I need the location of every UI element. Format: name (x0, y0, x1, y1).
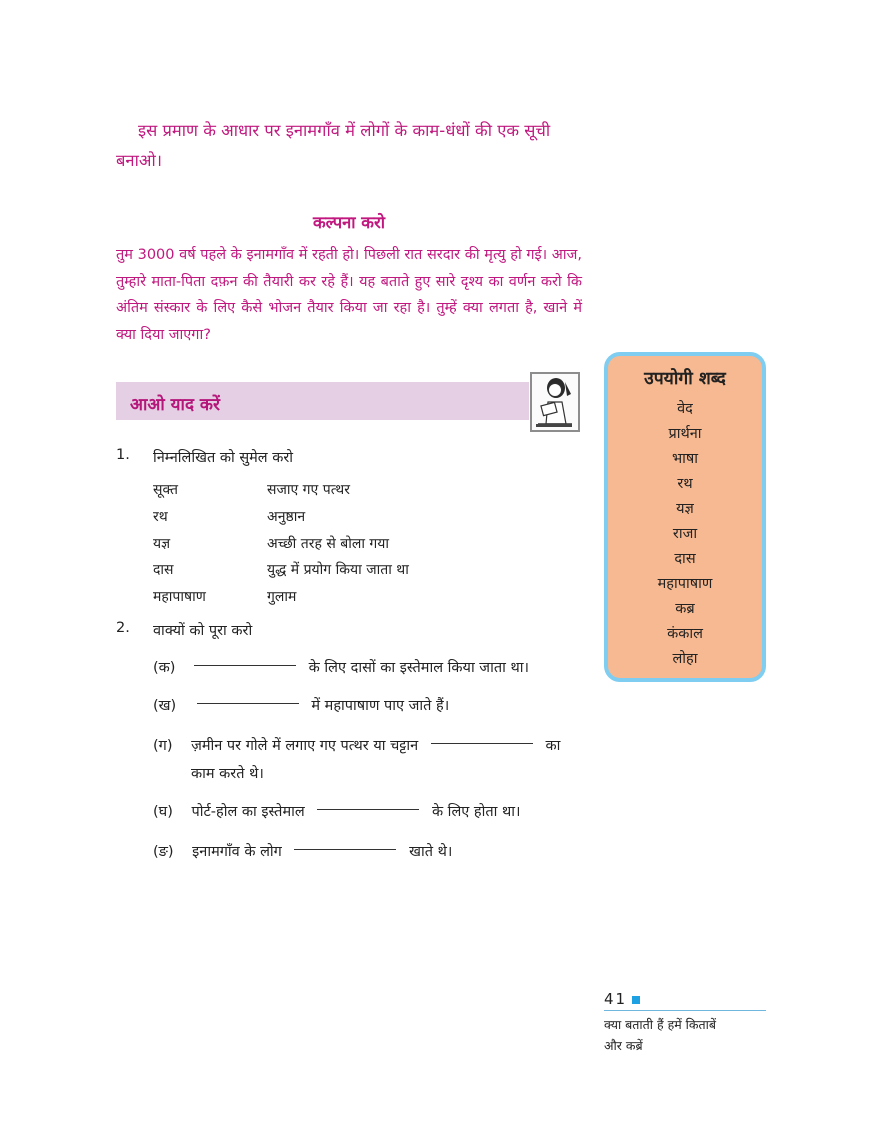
girl-reading-icon (530, 372, 580, 432)
page-marker-square (632, 996, 640, 1004)
footer-line-1: क्या बताती हैं हमें किताबें (604, 1017, 717, 1032)
useful-word: कंकाल (667, 626, 703, 642)
fill-after: के लिए होता था। (431, 804, 521, 820)
answer-blank[interactable] (431, 742, 533, 744)
fill-label: (ग) (153, 738, 173, 754)
imagine-title: कल्पना करो (313, 213, 385, 232)
fill-item-ka (153, 654, 529, 682)
useful-word: दास (674, 551, 696, 567)
imagine-body: तुम 3000 वर्ष पहले के इनामगाँव में रहती हो। पिछली रात सरदार की मृत्यु हो गई। आज, तुम्हारे माता-पिता दफ़न की तैयारी कर रहे हैं। यह बताते हुए सारे दृश्य का वर्णन करो कि अंतिम संस्कार के लिए कैसे भोजन तैयार किया जा रहा है। तुम्हें क्या लगता है, खाने में क्या दिया जाएगा? (116, 247, 582, 343)
useful-word: महापाषाण (657, 576, 713, 592)
match-left-item: यज्ञ (153, 536, 171, 552)
intro-paragraph: इस प्रमाण के आधार पर इनामगाँव में लोगों के काम-धंधों की एक सूची बनाओ। (116, 121, 551, 170)
q2-text: वाक्यों को पूरा करो (153, 623, 253, 639)
match-left-item: दास (153, 562, 174, 578)
page-number: 41 (604, 990, 628, 1008)
match-right-item: युद्ध में प्रयोग किया जाता था (267, 562, 409, 578)
match-right-item: सजाए गए पत्थर (267, 482, 350, 498)
section-title: आओ याद करें (130, 395, 220, 415)
fill-before: ज़मीन पर गोले में लगाए गए पत्थर या चट्टान (191, 738, 419, 754)
match-right-item: अच्छी तरह से बोला गया (267, 536, 390, 552)
answer-blank[interactable] (317, 808, 419, 810)
match-left-item: सूक्त (153, 482, 178, 498)
fill-item-ga (153, 732, 560, 760)
q2-number: 2. (116, 620, 130, 636)
q1-number: 1. (116, 447, 130, 463)
q1-text: निम्नलिखित को सुमेल करो (153, 450, 294, 466)
fill-after: में महापाषाण पाए जाते हैं। (311, 698, 450, 714)
useful-word: यज्ञ (676, 501, 694, 517)
answer-blank[interactable] (197, 702, 299, 704)
match-right-item: अनुष्ठान (267, 509, 306, 525)
match-left-item: रथ (153, 509, 168, 525)
fill-after: के लिए दासों का इस्तेमाल किया जाता था। (308, 660, 529, 676)
fill-item-kha (153, 692, 449, 720)
answer-blank[interactable] (194, 664, 296, 666)
fill-before: इनामगाँव के लोग (192, 844, 282, 860)
useful-word: लोहा (672, 651, 698, 667)
fill-before: पोर्ट-होल का इस्तेमाल (191, 804, 305, 820)
footer-divider (604, 1010, 766, 1011)
useful-word: रथ (677, 476, 693, 492)
fill-after: का (545, 738, 561, 754)
match-right-item: गुलाम (267, 589, 297, 605)
footer-line-2: और कब्रें (604, 1038, 643, 1053)
footer-chapter-title (604, 1014, 764, 1056)
fill-item-nga (153, 838, 452, 866)
fill-label: (ख) (153, 698, 177, 714)
useful-word: कब्र (675, 601, 695, 617)
fill-label: (घ) (153, 804, 173, 820)
answer-blank[interactable] (294, 848, 396, 850)
useful-word: वेद (677, 401, 693, 417)
useful-word: प्रार्थना (668, 426, 702, 442)
useful-words-title: उपयोगी शब्द (644, 369, 726, 389)
useful-word: भाषा (671, 451, 699, 467)
match-left-item: महापाषाण (153, 589, 206, 605)
fill-after: खाते थे। (409, 844, 453, 860)
fill-label: (क) (153, 660, 176, 676)
fill-item-gha (153, 798, 521, 826)
fill-label: (ङ) (153, 844, 174, 860)
fill-item-ga-continued: काम करते थे। (191, 766, 264, 782)
useful-word: राजा (672, 526, 698, 542)
